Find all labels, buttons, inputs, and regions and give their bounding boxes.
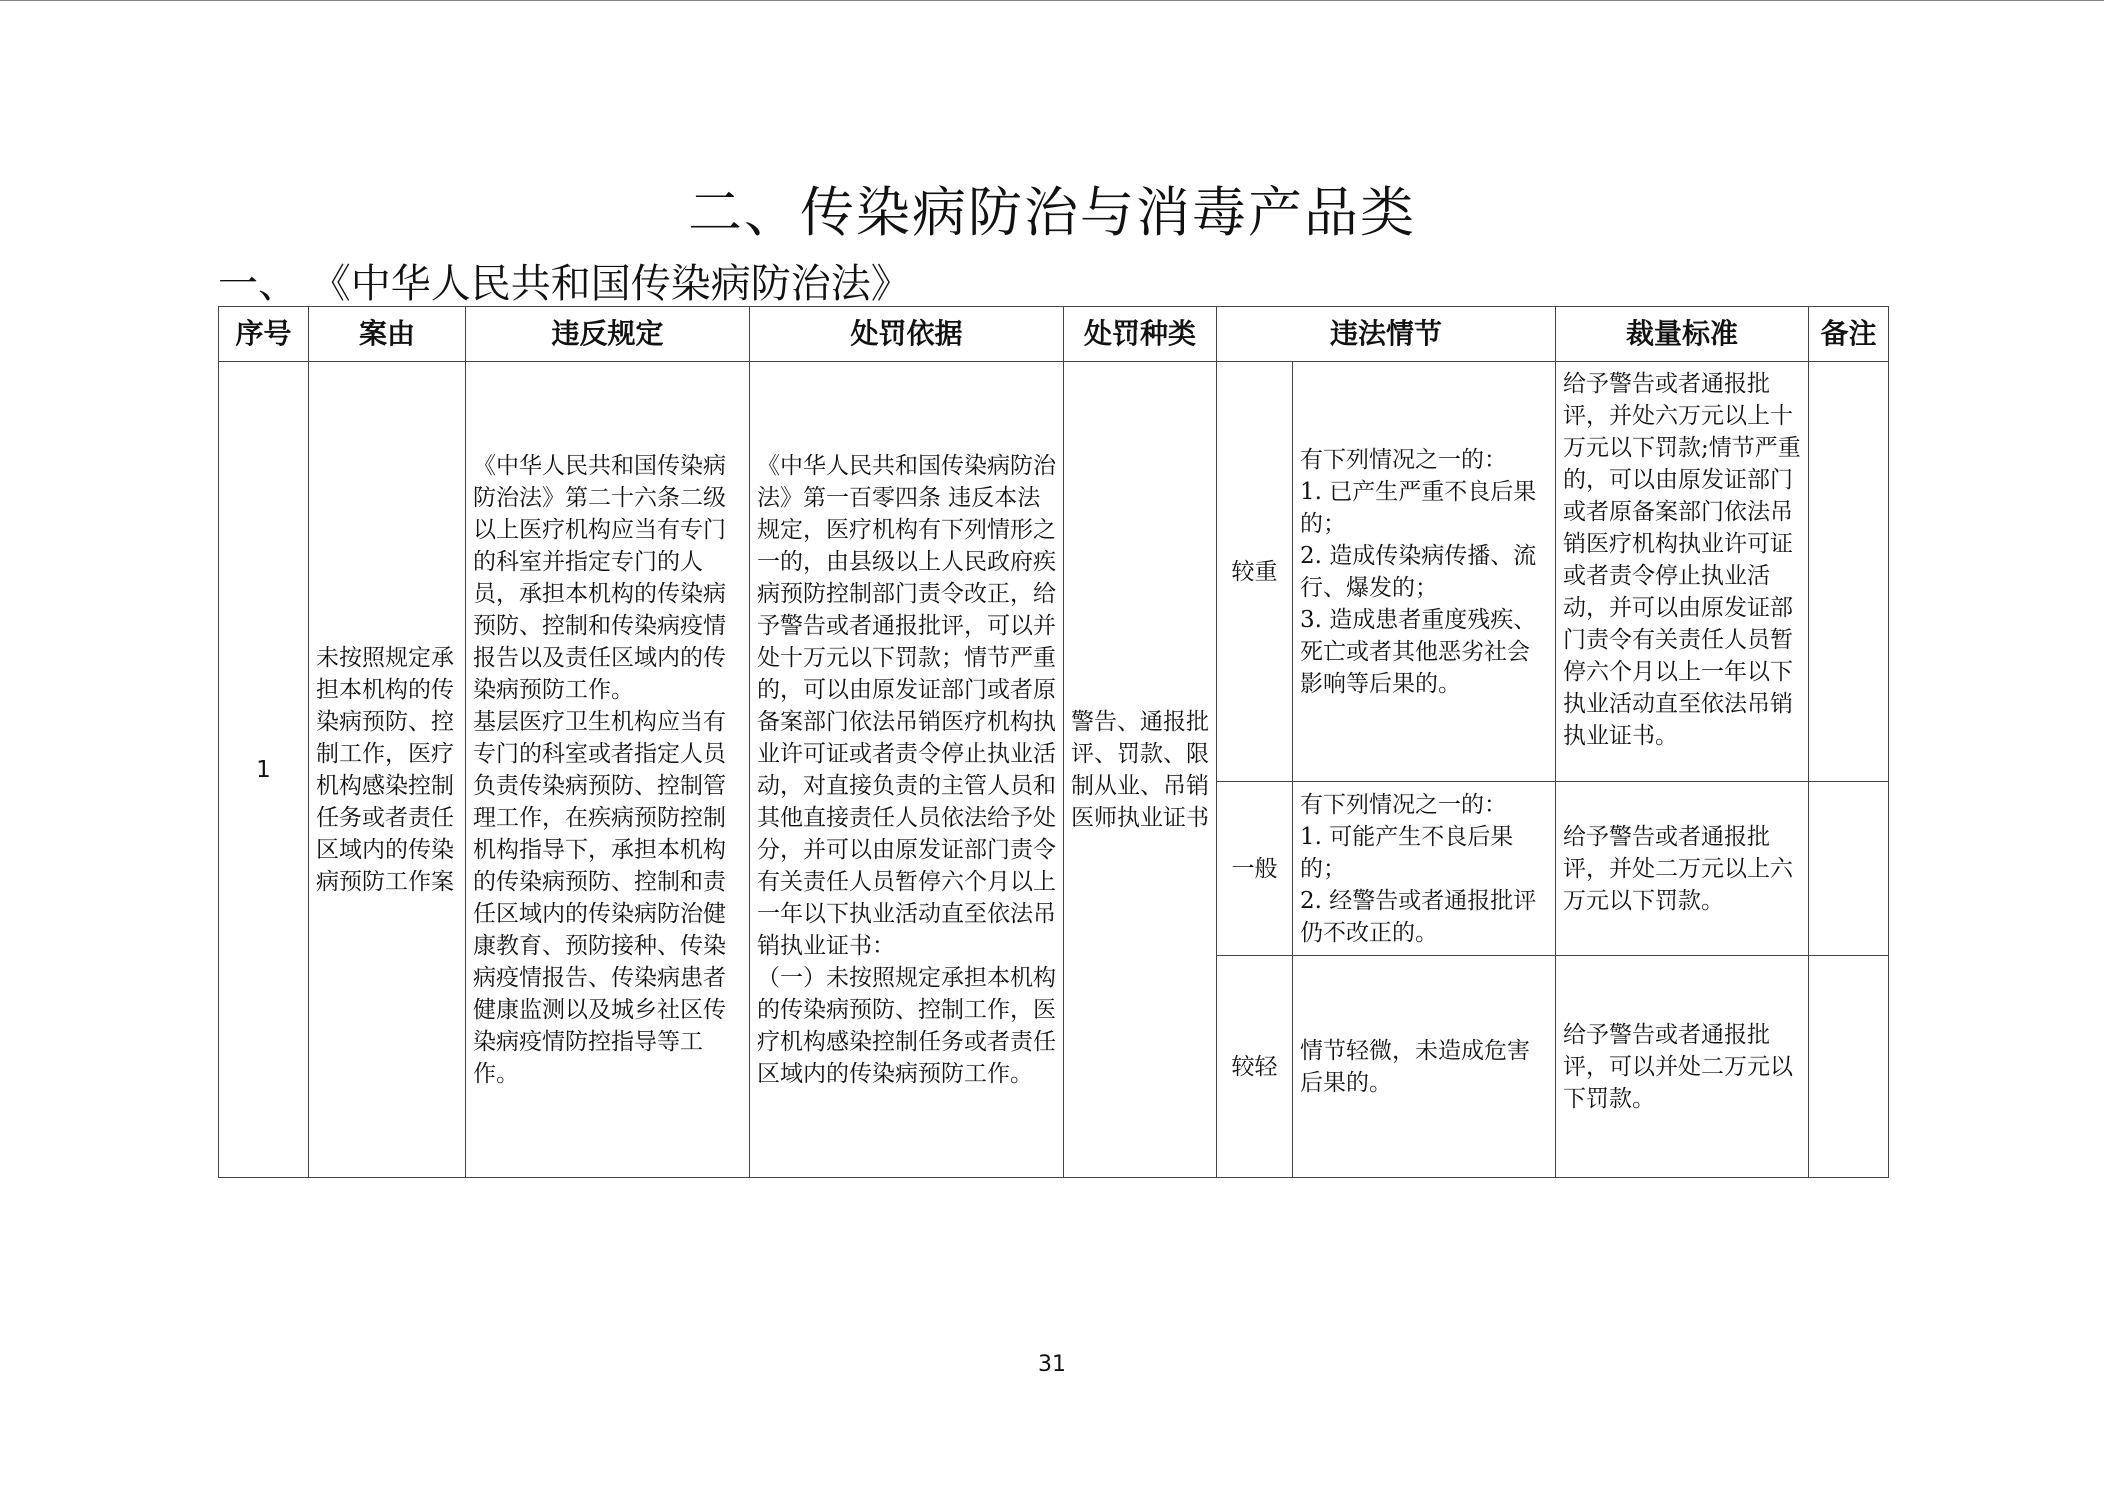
cell-penalty-type: 警告、通报批评、罚款、限制从业、吊销医师执业证书 (1064, 362, 1217, 1178)
circumstance-line: 1. 已产生严重不良后果的； (1300, 478, 1537, 537)
cell-level-light: 较轻 (1217, 956, 1293, 1178)
header-standard: 裁量标准 (1556, 307, 1809, 362)
page-title: 二、传染病防治与消毒产品类 (688, 181, 1416, 244)
circumstance-line: 2. 经警告或者通报批评仍不改正的。 (1300, 887, 1537, 946)
cell-remark-normal (1809, 782, 1889, 956)
cell-level-severe: 较重 (1217, 362, 1293, 782)
circumstance-line: 有下列情况之一的： (1300, 791, 1507, 818)
cell-standard-severe: 给予警告或者通报批评，并处六万元以上十万元以下罚款;情节严重的，可以由原发证部门或者原备案部门依法吊销医疗机构执业许可证或者责令停止执业活动，并可以由原发证部门责令有关责任人员暂停六个月以上一年以下执业活动直至依法吊销执业证书。 (1556, 362, 1809, 782)
cell-violation: 《中华人民共和国传染病防治法》第二十六条二级以上医疗机构应当有专门的科室并指定专门的人员，承担本机构的传染病预防、控制和传染病疫情报告以及责任区域内的传染病预防工作。 基层医疗卫生机构应当有专门的科室或者指定人员负责传染病预防、控制管理工作，在疾病预防控制机构指导下，承担本机构的传染病预防、控制和责任区域内的传染病防治健康教育、预防接种、传染病疫情报告、传染病患者健康监测以及城乡社区传染病疫情防控指导等工作。 (466, 362, 750, 1178)
cell-basis: 《中华人民共和国传染病防治法》第一百零四条 违反本法规定，医疗机构有下列情形之一的，由县级以上人民政府疾病预防控制部门责令改正，给予警告或者通报批评，可以并处十万元以下罚款；情节严重的，可以由原发证部门或者原备案部门依法吊销医疗机构执业许可证或者责令停止执业活动，对直接负责的主管人员和其他直接责任人员依法给予处分，并可以由原发证部门责令有关责任人员暂停六个月以上一年以下执业活动直至依法吊销执业证书： （一）未按照规定承担本机构的传染病预防、控制工作，医疗机构感染控制任务或者责任区域内的传染病预防工作。 (750, 362, 1064, 1178)
cell-standard-light: 给予警告或者通报批评，可以并处二万元以下罚款。 (1556, 956, 1809, 1178)
page-number: 31 (1038, 1352, 1066, 1377)
cell-level-normal: 一般 (1217, 782, 1293, 956)
cell-case: 未按照规定承担本机构的传染病预防、控制工作，医疗机构感染控制任务或者责任区域内的传染病预防工作案 (309, 362, 466, 1178)
header-remark: 备注 (1809, 307, 1889, 362)
table-header-row (219, 307, 1889, 362)
cell-circumstances-normal (1293, 782, 1556, 956)
header-circumstances: 违法情节 (1217, 307, 1556, 362)
header-violation: 违反规定 (466, 307, 750, 362)
header-case: 案由 (309, 307, 466, 362)
circumstance-line: 2. 造成传染病传播、流行、爆发的； (1300, 542, 1537, 601)
circumstance-line: 有下列情况之一的： (1300, 446, 1507, 473)
circumstance-line: 1. 可能产生不良后果的； (1300, 823, 1514, 882)
cell-serial-no: 1 (219, 362, 309, 1178)
cell-circumstances-light (1293, 956, 1556, 1178)
circumstance-line: 情节轻微，未造成危害后果的。 (1300, 1037, 1530, 1096)
cell-remark-severe (1809, 362, 1889, 782)
cell-circumstances-severe (1293, 362, 1556, 782)
penalty-discretion-table (218, 306, 1889, 1178)
table-row (219, 362, 1889, 782)
header-basis: 处罚依据 (750, 307, 1064, 362)
circumstance-line: 3. 造成患者重度残疾、死亡或者其他恶劣社会影响等后果的。 (1300, 606, 1537, 697)
page-top-border (0, 0, 2104, 1)
header-penalty-type: 处罚种类 (1064, 307, 1217, 362)
section-title: 一、 《中华人民共和国传染病防治法》 (218, 261, 911, 307)
cell-remark-light (1809, 956, 1889, 1178)
cell-standard-normal: 给予警告或者通报批评，并处二万元以上六万元以下罚款。 (1556, 782, 1809, 956)
header-serial-no: 序号 (219, 307, 309, 362)
